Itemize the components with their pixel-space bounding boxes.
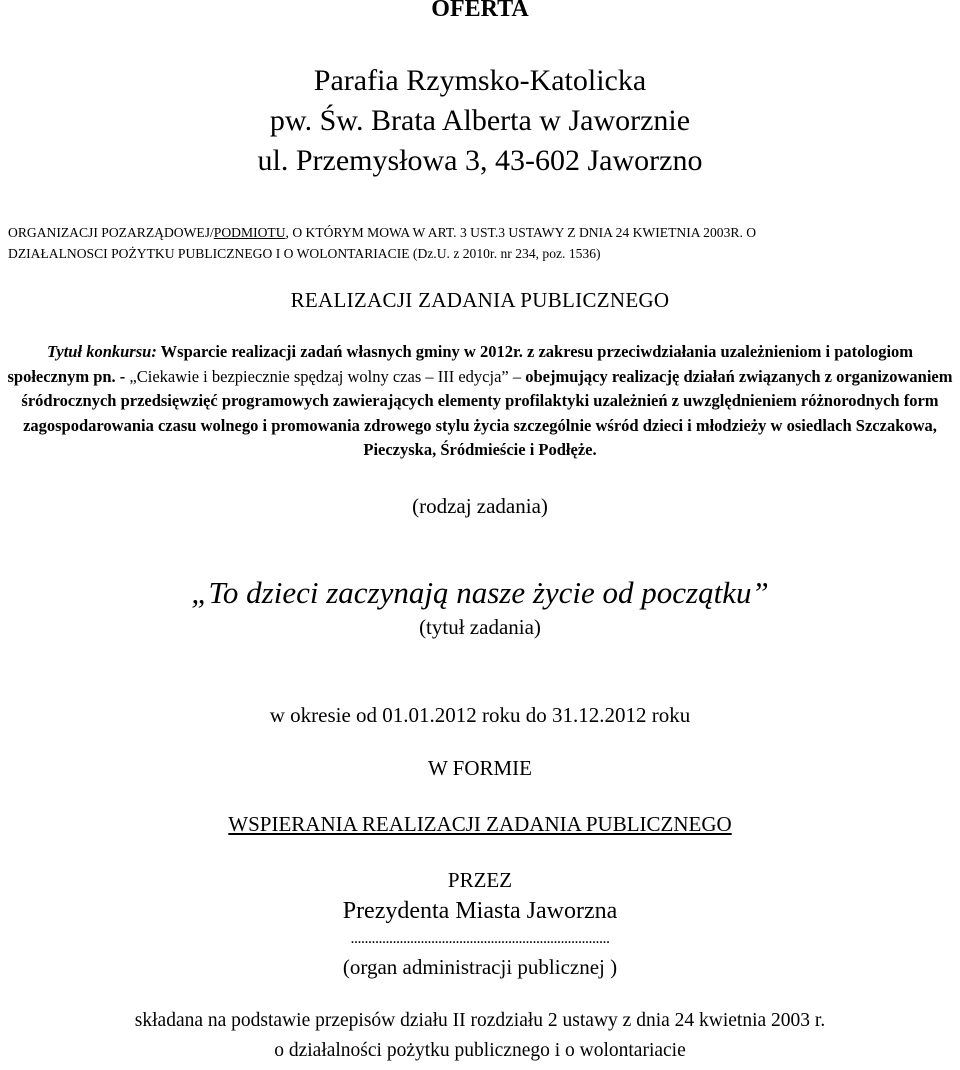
contest-text-2: obejmujący realizację działań związanych z organizowaniem śródrocznych przedsięwzięć programowych zawierających elementy profilaktyki uzależnień z uwzględnieniem różnorodnych form zagospodarowania czasu wolnego i promowania zdrowego stylu życia szczególnie wśród dzieci i młodzieży w osiedlach Szczakowa, Pieczyska, Śródmieście i Podłęże. [21,366,953,459]
przez-label: PRZEZ [447,868,513,892]
authority-dots: .......................................................................... [350,930,610,947]
task-type-label: (rodzaj zadania) [412,494,548,518]
submission-line-1: składana na podstawie przepisów działu II rozdziału 2 ustawy z dnia 24 kwietnia 2003 r. [134,1010,826,1031]
task-title: „To dzieci zaczynają nasze życie od początku” [191,575,769,610]
form-label: W FORMIE [427,756,533,780]
authority-label: (organ administracji publicznej ) [342,955,618,979]
form-value: WSPIERANIA REALIZACJI ZADANIA PUBLICZNEGO [228,812,732,836]
legal-basis-part-b: PODMIOTU [213,225,286,240]
organization-name: Parafia Rzymsko-Katolicka [313,64,647,97]
contest-label: Tytuł konkursu: [46,342,157,361]
submission-line-2: o działalności pożytku publicznego i o wolontariacie [274,1040,686,1061]
period: w okresie od 01.01.2012 roku do 31.12.2012 roku [269,703,691,727]
document-title: OFERTA [431,0,529,22]
legal-basis-part-a: ORGANIZACJI POZARZĄDOWEJ/ [8,225,214,240]
realizacji-heading: REALIZACJI ZADANIA PUBLICZNEGO [290,288,670,312]
contest-paragraph [5,340,955,463]
task-title-label: (tytuł zadania) [419,615,541,639]
contest-program-name: „Ciekawie i bezpiecznie spędzaj wolny czas – III edycja” – [129,366,522,386]
organization-address: ul. Przemysłowa 3, 43-602 Jaworzno [257,144,703,177]
legal-basis-line-2: DZIAŁALNOSCI POŻYTKU PUBLICZNEGO I O WOLONTARIACIE (Dz.U. z 2010r. nr 234, poz. 1536) [8,246,601,261]
legal-basis-part-c: , O KTÓRYM MOWA W ART. 3 UST.3 USTAWY Z DNIA 24 KWIETNIA 2003R. O [285,225,757,240]
legal-basis-line-1 [8,222,952,243]
contest-text-1: Wsparcie realizacji zadań własnych gminy w 2012r. z zakresu przeciwdziałania uzależnieniom i patologiom społecznym pn. - [7,342,914,386]
authority-name: Prezydenta Miasta Jaworzna [342,898,618,924]
organization-patron: pw. Św. Brata Alberta w Jaworznie [269,104,691,137]
